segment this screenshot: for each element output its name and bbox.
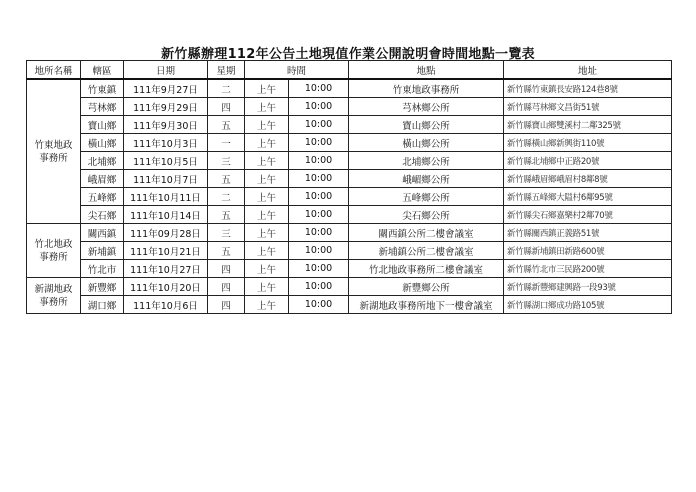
cell-time: 10:00: [289, 98, 349, 116]
cell-venue: 五峰鄉公所: [349, 188, 504, 206]
cell-district: 湖口鄉: [81, 296, 124, 314]
cell-date: 111年10月14日: [124, 206, 208, 224]
cell-weekday: 一: [208, 134, 245, 152]
cell-weekday: 三: [208, 224, 245, 242]
cell-weekday: 三: [208, 152, 245, 170]
cell-ampm: 上午: [245, 79, 289, 98]
cell-venue: 關西鎮公所二樓會議室: [349, 224, 504, 242]
cell-district: 竹北市: [81, 260, 124, 278]
header-venue: 地點: [349, 61, 504, 80]
table-body: [27, 79, 672, 314]
cell-address: 新竹縣五峰鄉大隘村6鄰95號: [504, 188, 672, 206]
header-address: 地址: [504, 61, 672, 80]
cell-date: 111年10月21日: [124, 242, 208, 260]
cell-venue: 新埔鎮公所二樓會議室: [349, 242, 504, 260]
cell-district: 竹東鎮: [81, 79, 124, 98]
cell-ampm: 上午: [245, 188, 289, 206]
header-time: 時間: [245, 61, 349, 80]
cell-ampm: 上午: [245, 116, 289, 134]
cell-address: 新竹縣寶山鄉雙溪村二鄰325號: [504, 116, 672, 134]
cell-weekday: 四: [208, 296, 245, 314]
table-row: [27, 116, 672, 134]
cell-district: 芎林鄉: [81, 98, 124, 116]
cell-time: 10:00: [289, 170, 349, 188]
cell-weekday: 五: [208, 170, 245, 188]
cell-address: 新竹縣芎林鄉文昌街51號: [504, 98, 672, 116]
cell-address: 新竹縣新埔鎮田新路600號: [504, 242, 672, 260]
cell-address: 新竹縣竹東鎮長安路124巷8號: [504, 79, 672, 98]
cell-time: 10:00: [289, 260, 349, 278]
cell-time: 10:00: [289, 188, 349, 206]
cell-address: 新竹縣橫山鄉新興街110號: [504, 134, 672, 152]
cell-address: 新竹縣北埔鄉中正路20號: [504, 152, 672, 170]
cell-ampm: 上午: [245, 242, 289, 260]
cell-district: 寶山鄉: [81, 116, 124, 134]
cell-district: 峨眉鄉: [81, 170, 124, 188]
cell-time: 10:00: [289, 134, 349, 152]
cell-ampm: 上午: [245, 170, 289, 188]
cell-date: 111年9月29日: [124, 98, 208, 116]
header-office: 地所名稱: [27, 61, 81, 80]
cell-date: 111年9月30日: [124, 116, 208, 134]
cell-weekday: 二: [208, 188, 245, 206]
cell-weekday: 五: [208, 242, 245, 260]
table-row: [27, 170, 672, 188]
cell-ampm: 上午: [245, 98, 289, 116]
cell-address: 新竹縣湖口鄉成功路105號: [504, 296, 672, 314]
cell-date: 111年10月11日: [124, 188, 208, 206]
cell-date: 111年10月7日: [124, 170, 208, 188]
cell-weekday: 二: [208, 79, 245, 98]
table-row: [27, 152, 672, 170]
cell-office: 新湖地政事務所: [27, 278, 81, 314]
cell-venue: 北埔鄉公所: [349, 152, 504, 170]
cell-ampm: 上午: [245, 278, 289, 296]
cell-date: 111年10月27日: [124, 260, 208, 278]
cell-date: 111年9月27日: [124, 79, 208, 98]
cell-district: 尖石鄉: [81, 206, 124, 224]
cell-district: 五峰鄉: [81, 188, 124, 206]
cell-date: 111年10月5日: [124, 152, 208, 170]
cell-venue: 尖石鄉公所: [349, 206, 504, 224]
cell-venue: 新湖地政事務所地下一樓會議室: [349, 296, 504, 314]
cell-venue: 芎林鄉公所: [349, 98, 504, 116]
cell-address: 新竹縣新豐鄉建興路一段93號: [504, 278, 672, 296]
cell-ampm: 上午: [245, 134, 289, 152]
cell-weekday: 五: [208, 116, 245, 134]
cell-address: 新竹縣尖石鄉嘉樂村2鄰70號: [504, 206, 672, 224]
table-row: [27, 188, 672, 206]
cell-address: 新竹縣關西鎮正義路51號: [504, 224, 672, 242]
cell-district: 新埔鎮: [81, 242, 124, 260]
cell-venue: 新豐鄉公所: [349, 278, 504, 296]
cell-date: 111年10月6日: [124, 296, 208, 314]
document-title: 新竹縣辦理112年公告土地現值作業公開說明會時間地點一覽表: [161, 47, 535, 62]
table-row: [27, 134, 672, 152]
header-district: 轄區: [81, 61, 124, 80]
cell-time: 10:00: [289, 79, 349, 98]
table-header-row: [27, 61, 672, 80]
cell-time: 10:00: [289, 206, 349, 224]
table-row: [27, 296, 672, 314]
header-date: 日期: [124, 61, 208, 80]
table-row: [27, 260, 672, 278]
cell-time: 10:00: [289, 242, 349, 260]
cell-time: 10:00: [289, 224, 349, 242]
cell-date: 111年09月28日: [124, 224, 208, 242]
cell-ampm: 上午: [245, 260, 289, 278]
table-row: [27, 98, 672, 116]
cell-weekday: 四: [208, 260, 245, 278]
table-row: [27, 224, 672, 242]
cell-date: 111年10月20日: [124, 278, 208, 296]
cell-district: 關西鎮: [81, 224, 124, 242]
cell-weekday: 四: [208, 278, 245, 296]
cell-venue: 峨嵋鄉公所: [349, 170, 504, 188]
cell-date: 111年10月3日: [124, 134, 208, 152]
cell-time: 10:00: [289, 116, 349, 134]
cell-district: 橫山鄉: [81, 134, 124, 152]
header-weekday: 星期: [208, 61, 245, 80]
table-row: [27, 206, 672, 224]
cell-venue: 寶山鄉公所: [349, 116, 504, 134]
table-row: [27, 242, 672, 260]
cell-time: 10:00: [289, 152, 349, 170]
cell-district: 北埔鄉: [81, 152, 124, 170]
table-row: [27, 278, 672, 296]
table-row: [27, 79, 672, 98]
cell-ampm: 上午: [245, 296, 289, 314]
cell-ampm: 上午: [245, 152, 289, 170]
cell-office: 竹東地政事務所: [27, 79, 81, 224]
cell-office: 竹北地政事務所: [27, 224, 81, 278]
cell-ampm: 上午: [245, 206, 289, 224]
cell-district: 新豐鄉: [81, 278, 124, 296]
cell-time: 10:00: [289, 296, 349, 314]
cell-weekday: 四: [208, 98, 245, 116]
cell-address: 新竹縣峨眉鄉峨眉村8鄰8號: [504, 170, 672, 188]
cell-time: 10:00: [289, 278, 349, 296]
cell-weekday: 五: [208, 206, 245, 224]
cell-address: 新竹縣竹北市三民路200號: [504, 260, 672, 278]
cell-ampm: 上午: [245, 224, 289, 242]
cell-venue: 竹東地政事務所: [349, 79, 504, 98]
schedule-table: [26, 60, 672, 314]
cell-venue: 橫山鄉公所: [349, 134, 504, 152]
cell-venue: 竹北地政事務所二樓會議室: [349, 260, 504, 278]
